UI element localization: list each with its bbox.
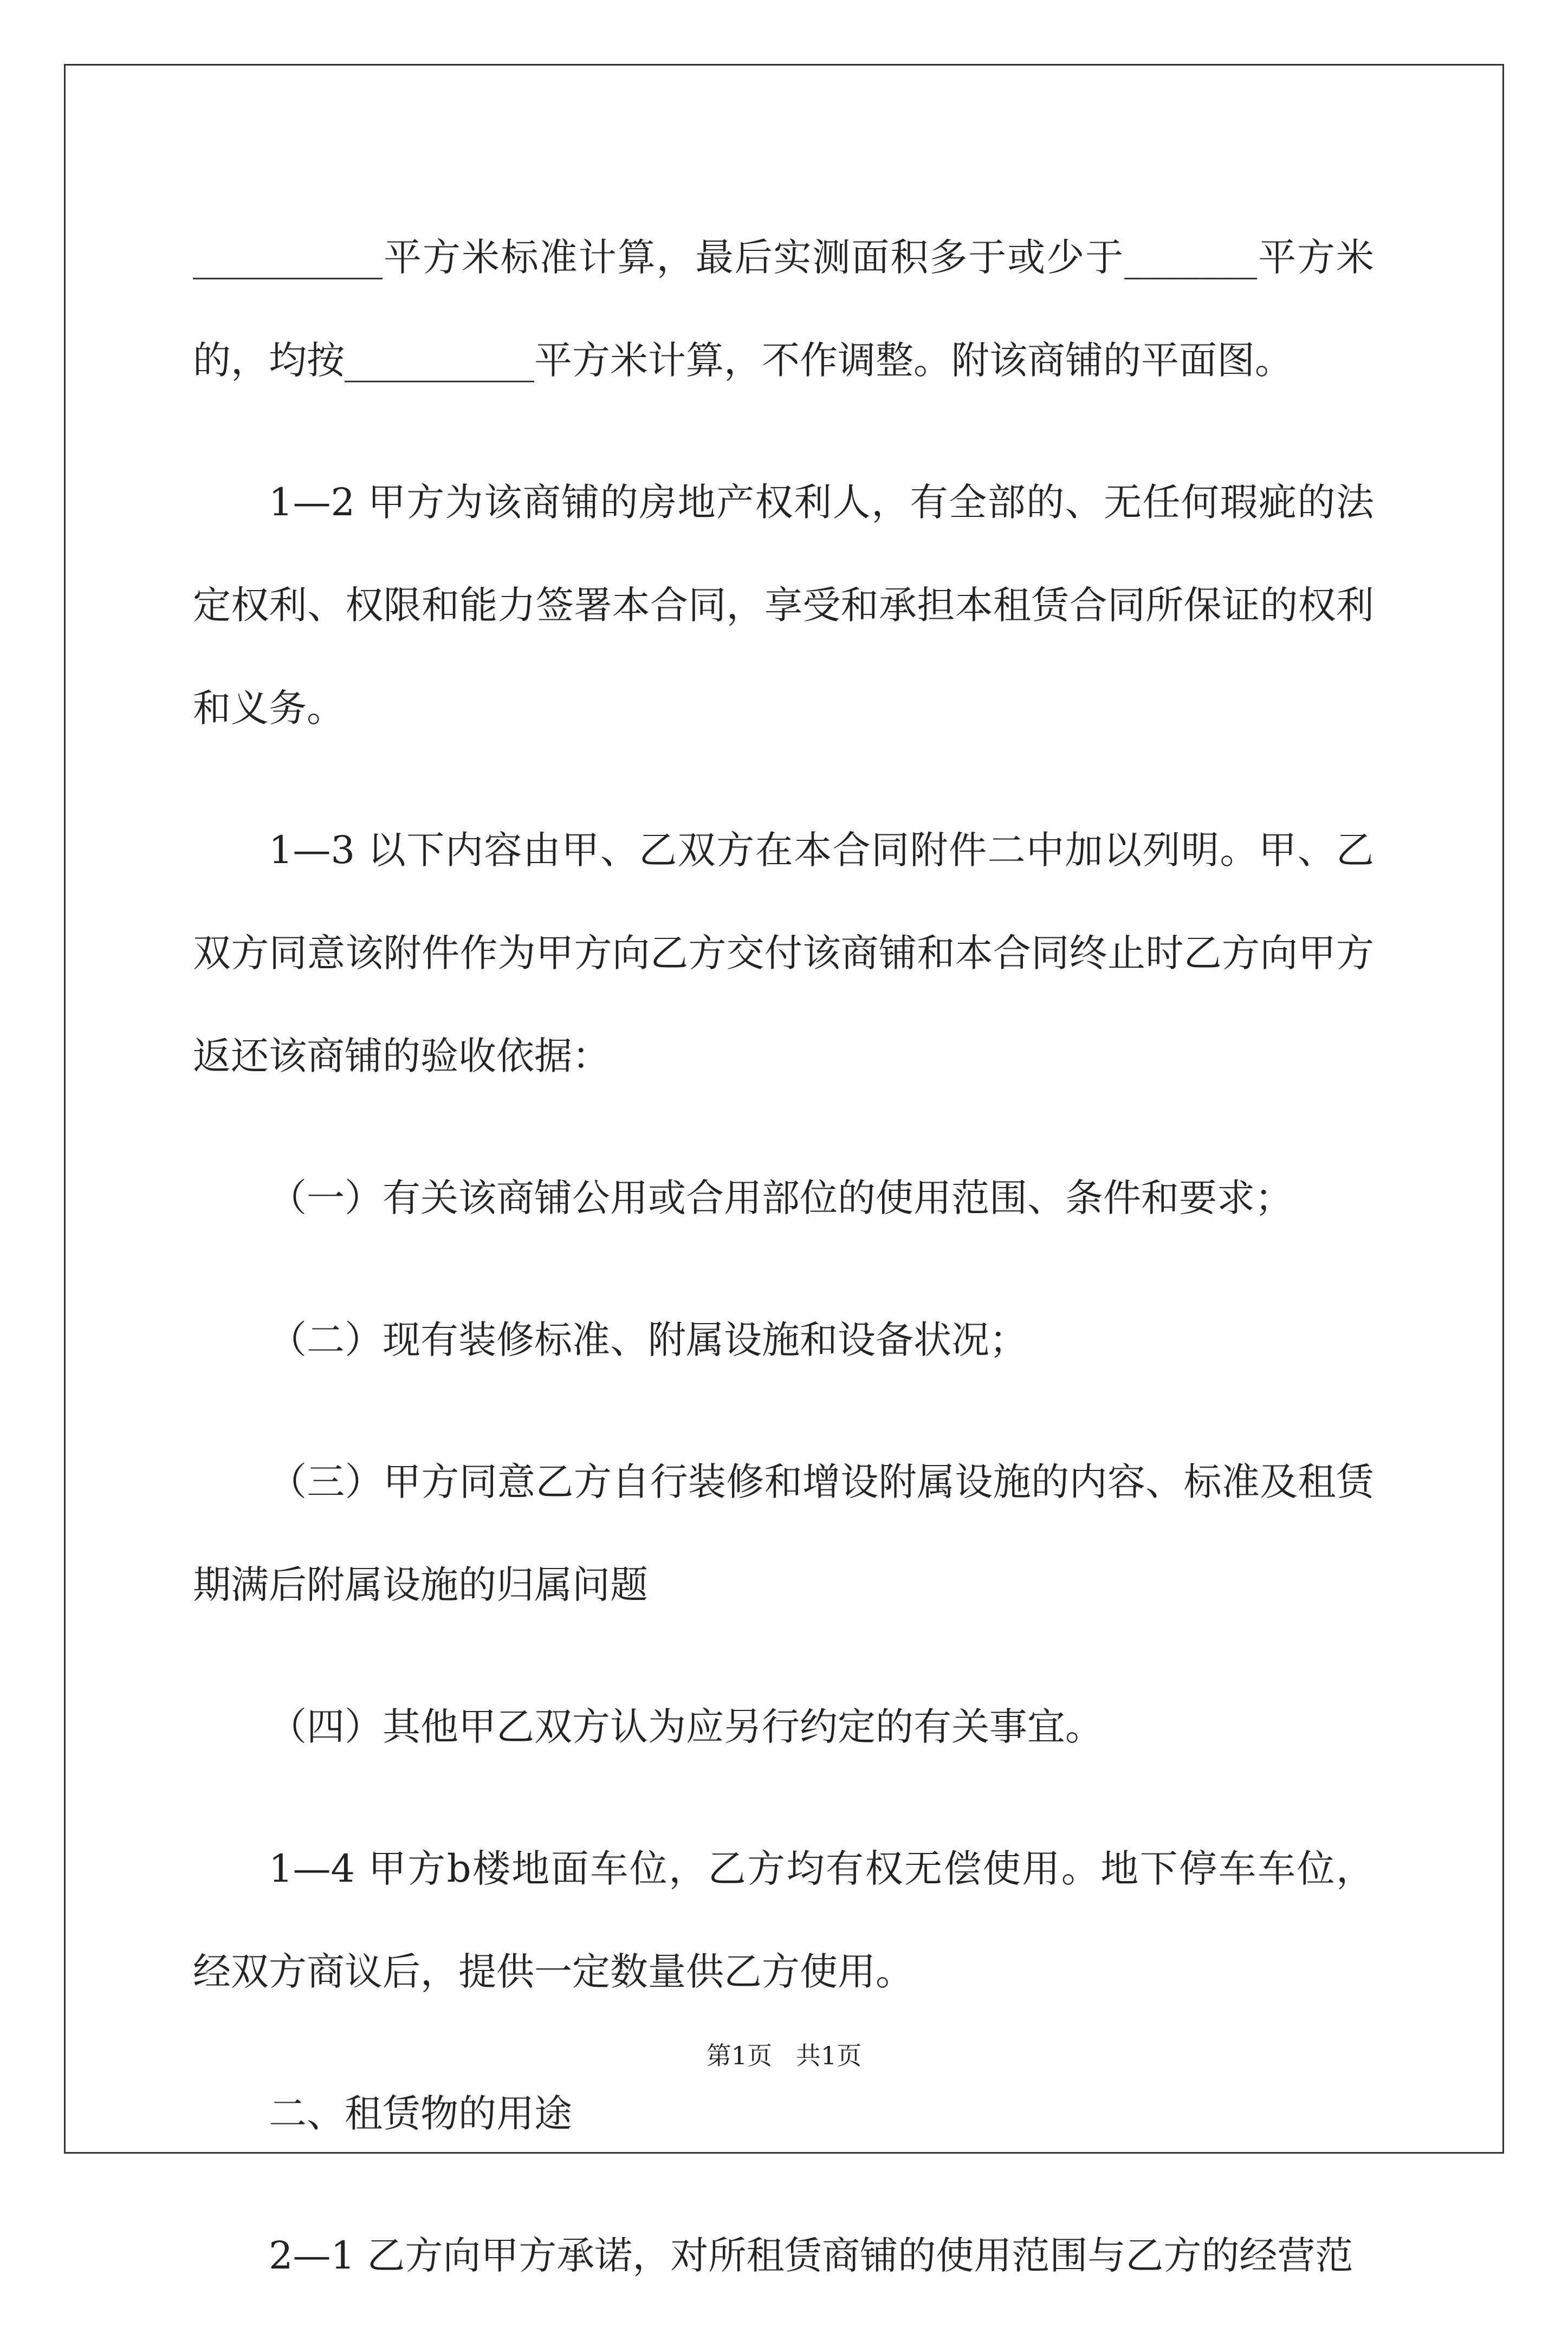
paragraph-item-2: （二）现有装修标准、附属设施和设备状况； [269,1318,1027,1362]
page-footer: 第1页 共1页 [706,2041,862,2070]
paragraph-clause-1-3: 1—3 以下内容由甲、乙双方在本合同附件二中加以列明。甲、乙双方同意该附件作为甲方向乙方交付该商铺和本合同终止时乙方向甲方返还该商铺的验收依据： [193,828,1374,1078]
paragraph-item-4: （四）其他甲乙双方认为应另行约定的有关事宜。 [269,1705,1103,1749]
paragraph-clause-1-2: 1—2 甲方为该商铺的房地产权利人，有全部的、无任何瑕疵的法定权利、权限和能力签署本合同，享受和承担本租赁合同所保证的权利和义务。 [193,480,1374,730]
paragraph-area-clause: __________平方米标准计算，最后实测面积多于或少于_______平方米的，均按__________平方米计算，不作调整。附该商铺的平面图。 [193,235,1374,383]
document-body [193,206,1374,2346]
paragraph-clause-2-1: 2—1 乙方向甲方承诺，对所租赁商铺的使用范围与乙方的经营范 [269,2233,1353,2278]
paragraph-item-3: （三）甲方同意乙方自行装修和增设附属设施的内容、标准及租赁期满后附属设施的归属问题 [193,1460,1374,1607]
paragraph-item-1: （一）有关该商铺公用或合用部位的使用范围、条件和要求； [269,1176,1293,1220]
paragraph-clause-1-4: 1—4 甲方b楼地面车位，乙方均有权无偿使用。地下停车车位，经双方商议后，提供一定数量供乙方使用。 [193,1846,1374,1994]
section-heading-usage: 二、租赁物的用途 [269,2091,572,2136]
